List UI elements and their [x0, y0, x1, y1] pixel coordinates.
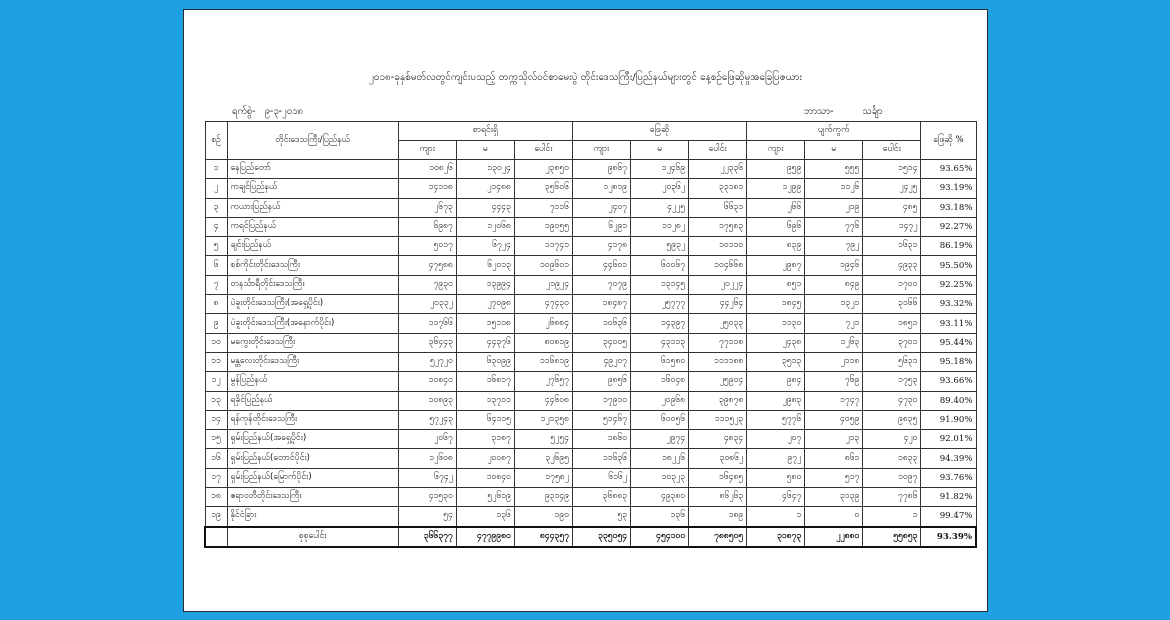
sat-female: ၅၉၃၂ — [631, 237, 689, 256]
sat-total: ၁၀၁၁၀ — [689, 237, 747, 256]
header-absent-total: ပေါင်း — [863, 141, 921, 160]
header-sat-male: ကျား — [572, 141, 630, 160]
sat-percent: 93.65% — [921, 160, 976, 179]
registered-total: ၁၁၇၄၁ — [514, 237, 572, 256]
absent-total: ၂၄၂၅ — [863, 179, 921, 198]
subject-line — [804, 105, 883, 119]
absent-male: ၅၈၀ — [747, 468, 805, 487]
absent-female: ၅၁၇ — [805, 468, 863, 487]
sat-total: ၂၀၂၂၄ — [689, 275, 747, 294]
table-row — [205, 488, 976, 507]
region-name: မန္တလေးတိုင်းဒေသကြီး — [227, 352, 398, 371]
sat-female: ၁၃၆ — [631, 507, 689, 527]
absent-female: ၁၇၄၇ — [805, 391, 863, 410]
row-number: ၉ — [205, 314, 227, 333]
registered-male: ၁၀၈၄၀ — [398, 372, 456, 391]
absent-male: ၁၂၉၉ — [747, 179, 805, 198]
row-number: ၆ — [205, 256, 227, 275]
sat-female: ၂၀၉၆၈ — [631, 391, 689, 410]
absent-female: ၁၁၂၆ — [805, 179, 863, 198]
table-row — [205, 468, 976, 487]
table-row — [205, 256, 976, 275]
registered-male: ၃၆၄၄၃ — [398, 333, 456, 352]
absent-female: ၁၂၆၃ — [805, 333, 863, 352]
registered-male: ၄၇၅၈၈ — [398, 256, 456, 275]
sat-male: ၅၁၄၆၇ — [572, 410, 630, 429]
document-page — [183, 9, 988, 612]
sat-male: ၄၉၂၀၇ — [572, 352, 630, 371]
total-row — [205, 527, 976, 547]
row-number: ၁၅ — [205, 430, 227, 449]
registered-female: ၆၃၀၉၉ — [456, 352, 514, 371]
sat-percent: 91.82% — [921, 488, 976, 507]
sat-percent: 93.18% — [921, 198, 976, 217]
absent-total: ၅၆၃၁ — [863, 352, 921, 371]
sat-male: ၄၄၆၀၁ — [572, 256, 630, 275]
registered-male: ၂၆၇၃ — [398, 198, 456, 217]
registered-male: ၅၀၁၇ — [398, 237, 456, 256]
document-title: ၂၀၁၈-ခုနှစ်မတ်လတွင်ကျင်းပသည့် တက္ကသိုလ်ဝင်စာမေးပွဲ တိုင်းဒေသကြီး/ပြည်နယ်များတွင် နေ့စဉ်ဖြေဆိုမှုအခြေပြဇယား — [368, 72, 803, 83]
absent-total: ၁၇၅၃ — [863, 372, 921, 391]
table-row — [205, 430, 976, 449]
absent-total: ၄၉၃၃ — [863, 256, 921, 275]
absent-male: ၅၇၇၆ — [747, 410, 805, 429]
sat-percent: 93.76% — [921, 468, 976, 487]
registered-male: ၄၁၅၃၀ — [398, 488, 456, 507]
registered-female: ၂၁၄၈၈ — [456, 179, 514, 198]
header-registered-total: ပေါင်း — [514, 141, 572, 160]
table-row — [205, 507, 976, 527]
absent-total: ၄၈၅ — [863, 198, 921, 217]
header-absent-female: မ — [805, 141, 863, 160]
registered-male: ၆၉၈၇ — [398, 217, 456, 236]
row-number: ၁၆ — [205, 449, 227, 468]
absent-male: ၁ — [747, 507, 805, 527]
row-number: ၁ — [205, 160, 227, 179]
absent-total: ၁၄၇၂ — [863, 217, 921, 236]
registered-female: ၁၂၀၆၈ — [456, 217, 514, 236]
absent-male: ၄၆၄၇ — [747, 488, 805, 507]
sat-male: ၁၀၆၃၆ — [572, 314, 630, 333]
region-name: ဧရာဝတီတိုင်းဒေသကြီး — [227, 488, 398, 507]
row-number: ၁၇ — [205, 468, 227, 487]
sat-total: ၁၁၁၁၈၈ — [689, 352, 747, 371]
absent-total: ၁၈၅၁ — [863, 314, 921, 333]
registered-male: ၁၂၆၀၈ — [398, 449, 456, 468]
absent-male: ၃၅၁၃ — [747, 352, 805, 371]
absent-male: ၉၈၄ — [747, 372, 805, 391]
sat-total: ၆၆၃၁ — [689, 198, 747, 217]
total-sat-male: ၃၃၅၀၅၄ — [572, 527, 630, 547]
absent-male: ၂၆၆ — [747, 198, 805, 217]
absent-male: ၉၇၂ — [747, 449, 805, 468]
sat-percent: 93.66% — [921, 372, 976, 391]
absent-male: ၈၃၉ — [747, 237, 805, 256]
registered-total: ၄၇၄၃၀ — [514, 295, 572, 314]
absent-female: ၂၁၉ — [805, 198, 863, 217]
absent-total: ၁ — [863, 507, 921, 527]
sat-female: ၁၁၂၈၂ — [631, 217, 689, 236]
region-name: နိုင်ငံခြား — [227, 507, 398, 527]
total-registered-total: ၈၄၄၃၅၇ — [514, 527, 572, 547]
table-row — [205, 275, 976, 294]
region-name: ရန်ကုန်တိုင်းဒေသကြီး — [227, 410, 398, 429]
sat-total: ၁၆၄၈၅ — [689, 468, 747, 487]
registered-female: ၁၃၀၂၄ — [456, 160, 514, 179]
sat-percent: 99.47% — [921, 507, 976, 527]
sat-total: ၄၈၃၄ — [689, 430, 747, 449]
sat-female: ၂၅၇၇၇ — [631, 295, 689, 314]
region-name: ရှမ်းပြည်နယ်(တောင်ပိုင်း) — [227, 449, 398, 468]
header-registered-female: မ — [456, 141, 514, 160]
row-number: ၃ — [205, 198, 227, 217]
registered-female: ၁၆၈၁၇ — [456, 372, 514, 391]
sat-total: ၃၉၈၇၈ — [689, 391, 747, 410]
absent-male: ၂၉၈၇ — [747, 256, 805, 275]
absent-female: ၄၀၅၉ — [805, 410, 863, 429]
registered-male: ၁၀၈၂၆ — [398, 160, 456, 179]
sat-male: ၂၄၀၇ — [572, 198, 630, 217]
registered-female: ၆၇၂၄ — [456, 237, 514, 256]
registered-total: ၁၉၀၅၅ — [514, 217, 572, 236]
sat-female: ၁၃၁၄၅ — [631, 275, 689, 294]
total-number-cell — [205, 527, 227, 547]
region-name: ကချင်ပြည်နယ် — [227, 179, 398, 198]
region-name: ရှမ်းပြည်နယ်(မြောက်ပိုင်း) — [227, 468, 398, 487]
header-no: စဉ် — [205, 122, 227, 160]
header-absent-male: ကျား — [747, 141, 805, 160]
row-number: ၁၀ — [205, 333, 227, 352]
registered-total: ၁၇၅၈၂ — [514, 468, 572, 487]
registered-total: ၃၅၆၀၆ — [514, 179, 572, 198]
table-row — [205, 217, 976, 236]
sat-percent: 86.19% — [921, 237, 976, 256]
absent-male: ၉၅၉ — [747, 160, 805, 179]
total-absent-total: ၅၅၈၅၃ — [863, 527, 921, 547]
registered-total: ၁၀၉၆၀၁ — [514, 256, 572, 275]
sat-percent: 94.39% — [921, 449, 976, 468]
absent-male: ၂၉၈၃ — [747, 391, 805, 410]
absent-male: ၂၄၃၈ — [747, 333, 805, 352]
sat-male: ၃၄၀၀၅ — [572, 333, 630, 352]
sat-total: ၁၀၄၆၆၈ — [689, 256, 747, 275]
table-row — [205, 160, 976, 179]
table-row — [205, 179, 976, 198]
region-name: ပဲခူးတိုင်းဒေသကြီး(အနောက်ပိုင်း) — [227, 314, 398, 333]
header-region: တိုင်းဒေသကြီး/ပြည်နယ် — [227, 122, 398, 160]
registered-total: ၇၁၁၆ — [514, 198, 572, 217]
total-absent-female: ၂၂၈၈၀ — [805, 527, 863, 547]
registered-male: ၅၄ — [398, 507, 456, 527]
registered-total: ၃၂၆၉၅ — [514, 449, 572, 468]
row-number: ၈ — [205, 295, 227, 314]
sat-total: ၃၀၈၆၂ — [689, 449, 747, 468]
table-row — [205, 198, 976, 217]
registered-total: ၉၃၁၄၉ — [514, 488, 572, 507]
registered-male: ၆၇၄၂ — [398, 468, 456, 487]
row-number: ၄ — [205, 217, 227, 236]
registered-total: ၁၁၆၈၁၉ — [514, 352, 572, 371]
registered-female: ၂၀၀၈၇ — [456, 449, 514, 468]
sat-female: ၂၉၇၄ — [631, 430, 689, 449]
registered-male: ၅၇၂၄၃ — [398, 410, 456, 429]
absent-total: ၄၇၃၀ — [863, 391, 921, 410]
registered-total: ၅၂၅၄ — [514, 430, 572, 449]
absent-female: ၅၅၅ — [805, 160, 863, 179]
registered-female: ၃၁၈၇ — [456, 430, 514, 449]
region-name: နေပြည်တော် — [227, 160, 398, 179]
region-name: ကယားပြည်နယ် — [227, 198, 398, 217]
row-number: ၁၉ — [205, 507, 227, 527]
sat-percent: 93.32% — [921, 295, 976, 314]
table-row — [205, 410, 976, 429]
total-absent-male: ၃၁၈၇၃ — [747, 527, 805, 547]
registered-total: ၈၀၈၁၉ — [514, 333, 572, 352]
total-sat-total: ၇၈၈၅၀၅ — [689, 527, 747, 547]
region-name: မွန်ပြည်နယ် — [227, 372, 398, 391]
row-number: ၂ — [205, 179, 227, 198]
absent-female: ၇၂၁ — [805, 314, 863, 333]
absent-female: ၂၁၁၈ — [805, 352, 863, 371]
registered-female: ၁၃၉၉၄ — [456, 275, 514, 294]
header-percent: ဖြေဆို % — [921, 122, 976, 160]
absent-total: ၉၈၃၅ — [863, 410, 921, 429]
registered-male: ၂၀၆၇ — [398, 430, 456, 449]
absent-total: ၁၀၉၇ — [863, 468, 921, 487]
total-sat-female: ၄၅၄၁၀၀ — [631, 527, 689, 547]
sat-female: ၁၂၄၆၉ — [631, 160, 689, 179]
registered-female: ၆၂၀၁၃ — [456, 256, 514, 275]
sat-male: ၆၁၆၂ — [572, 468, 630, 487]
sat-female: ၆၀၀၆၇ — [631, 256, 689, 275]
registered-male: ၅၂၇၂၀ — [398, 352, 456, 371]
sat-total: ၂၂၃၃၆ — [689, 160, 747, 179]
sat-male: ၉၈၆၇ — [572, 160, 630, 179]
sat-male: ၁၈၆၀ — [572, 430, 630, 449]
sat-total: ၇၇၁၁၈ — [689, 333, 747, 352]
registered-total: ၂၁၉၂၄ — [514, 275, 572, 294]
sat-female: ၁၀၃၂၃ — [631, 468, 689, 487]
registered-male: ၁၁၇၆၆ — [398, 314, 456, 333]
region-name: ချင်းပြည်နယ် — [227, 237, 398, 256]
registered-male: ၁၄၁၁၈ — [398, 179, 456, 198]
registered-female: ၁၅၁၁၈ — [456, 314, 514, 333]
sat-total: ၁၈၉ — [689, 507, 747, 527]
registered-male: ၁၀၈၉၃ — [398, 391, 456, 410]
sat-male: ၉၈၅၆ — [572, 372, 630, 391]
subject-label: ဘာသာ- — [804, 106, 834, 117]
absent-female: ၃၁၃၉ — [805, 488, 863, 507]
row-number: ၁၂ — [205, 372, 227, 391]
registered-female: ၅၂၆၁၉ — [456, 488, 514, 507]
total-registered-male: ၃၆၆၃၇၇ — [398, 527, 456, 547]
total-label: စုစုပေါင်း — [227, 527, 398, 547]
registered-total: ၂၆၈၈၄ — [514, 314, 572, 333]
absent-total: ၁၅၁၄ — [863, 160, 921, 179]
registered-female: ၂၇၀၉၈ — [456, 295, 514, 314]
sat-male: ၁၁၆၃၆ — [572, 449, 630, 468]
sat-male: ၁၂၈၁၉ — [572, 179, 630, 198]
sat-total: ၃၃၁၈၁ — [689, 179, 747, 198]
table-row — [205, 391, 976, 410]
sat-percent: 91.90% — [921, 410, 976, 429]
absent-male: ၆၉၆ — [747, 217, 805, 236]
registered-female: ၄၄၃၇၆ — [456, 333, 514, 352]
registered-female: ၁၃၇၁၁ — [456, 391, 514, 410]
table-row — [205, 372, 976, 391]
sat-total: ၂၅၀၃၃ — [689, 314, 747, 333]
date-line — [232, 105, 303, 119]
table-row — [205, 449, 976, 468]
date-label: ရက်စွဲ- — [232, 106, 256, 117]
absent-female: ၈၄၉ — [805, 275, 863, 294]
row-number: ၅ — [205, 237, 227, 256]
sat-female: ၂၀၃၆၂ — [631, 179, 689, 198]
row-number: ၇ — [205, 275, 227, 294]
sat-total: ၂၅၉၀၄ — [689, 372, 747, 391]
sat-total: ၁၇၅၈၃ — [689, 217, 747, 236]
sat-total: ၁၁၁၅၂၃ — [689, 410, 747, 429]
row-number: ၁၃ — [205, 391, 227, 410]
region-name: တနင်္သာရီတိုင်းဒေသကြီး — [227, 275, 398, 294]
registered-total: ၁၉၀ — [514, 507, 572, 527]
sat-percent: 92.25% — [921, 275, 976, 294]
absent-female: ၀ — [805, 507, 863, 527]
row-number: ၁၄ — [205, 410, 227, 429]
sat-percent: 92.27% — [921, 217, 976, 236]
absent-female: ၁၉၄၆ — [805, 256, 863, 275]
absent-female: ၇၆၉ — [805, 372, 863, 391]
registered-female: ၆၄၁၁၅ — [456, 410, 514, 429]
sat-female: ၁၄၃၉၇ — [631, 314, 689, 333]
registered-female: ၁၃၆ — [456, 507, 514, 527]
registered-total: ၂၃၈၅၀ — [514, 160, 572, 179]
absent-female: ၁၃၂၁ — [805, 295, 863, 314]
table-row — [205, 333, 976, 352]
registered-total: ၂၇၆၅၇ — [514, 372, 572, 391]
absent-male: ၁၈၄၅ — [747, 295, 805, 314]
region-name: မကွေးတိုင်းဒေသကြီး — [227, 333, 398, 352]
sat-female: ၄၃၁၁၃ — [631, 333, 689, 352]
sat-percent: 95.18% — [921, 352, 976, 371]
region-name: ကရင်ပြည်နယ် — [227, 217, 398, 236]
sat-percent: 93.19% — [921, 179, 976, 198]
absent-total: ၁၆၃၁ — [863, 237, 921, 256]
sat-percent: 95.50% — [921, 256, 976, 275]
absent-female: ၂၁၃ — [805, 430, 863, 449]
registered-female: ၄၄၄၃ — [456, 198, 514, 217]
sat-female: ၄၂၂၅ — [631, 198, 689, 217]
date-value: ၉-၃-၂၀၁၈ — [264, 106, 303, 117]
region-name: စစ်ကိုင်းတိုင်းဒေသကြီး — [227, 256, 398, 275]
absent-total: ၇၇၈၆ — [863, 488, 921, 507]
registered-total: ၄၄၆၀၈ — [514, 391, 572, 410]
absent-total: ၃၇၀၁ — [863, 333, 921, 352]
sat-total: ၄၄၂၆၄ — [689, 295, 747, 314]
sat-female: ၄၉၃၈၀ — [631, 488, 689, 507]
registered-total: ၁၂၁၃၅၈ — [514, 410, 572, 429]
header-absent: ပျက်ကွက် — [747, 122, 921, 141]
header-sat-female: မ — [631, 141, 689, 160]
header-registered-male: ကျား — [398, 141, 456, 160]
absent-female: ၇၉၂ — [805, 237, 863, 256]
sat-percent: 95.44% — [921, 333, 976, 352]
table-row — [205, 352, 976, 371]
header-sat: ဖြေဆို — [572, 122, 746, 141]
absent-total: ၁၇၀၀ — [863, 275, 921, 294]
absent-female: ၈၆၁ — [805, 449, 863, 468]
table-body — [205, 160, 976, 547]
absent-total: ၄၂၀ — [863, 430, 921, 449]
sat-female: ၆၁၅၈၀ — [631, 352, 689, 371]
sat-male: ၁၇၉၁၀ — [572, 391, 630, 410]
total-registered-female: ၄၇၇၉၉၈၀ — [456, 527, 514, 547]
sat-male: ၆၂၉၁ — [572, 217, 630, 236]
sat-female: ၁၆၀၄၈ — [631, 372, 689, 391]
table-row — [205, 295, 976, 314]
table-row — [205, 314, 976, 333]
sat-female: ၆၀၀၅၆ — [631, 410, 689, 429]
sat-percent: 89.40% — [921, 391, 976, 410]
absent-male: ၂၀၇ — [747, 430, 805, 449]
sat-male: ၄၁၇၈ — [572, 237, 630, 256]
sat-male: ၅၃ — [572, 507, 630, 527]
sat-male: ၁၈၄၈၇ — [572, 295, 630, 314]
region-name: ရခိုင်ပြည်နယ် — [227, 391, 398, 410]
exam-attendance-table — [204, 121, 977, 548]
header-registered: စာရင်းရှိ — [398, 122, 572, 141]
row-number: ၁၁ — [205, 352, 227, 371]
row-number: ၁၈ — [205, 488, 227, 507]
header-sat-total: ပေါင်း — [689, 141, 747, 160]
sat-female: ၁၈၂၂၆ — [631, 449, 689, 468]
sat-percent: 92.01% — [921, 430, 976, 449]
registered-male: ၂၀၃၃၂ — [398, 295, 456, 314]
subject-value: သင်္ချာ — [862, 106, 883, 117]
absent-total: ၁၈၃၃ — [863, 449, 921, 468]
sat-male: ၃၆၈၈၃ — [572, 488, 630, 507]
absent-total: ၃၁၆၆ — [863, 295, 921, 314]
table-row — [205, 237, 976, 256]
registered-female: ၁၀၈၄၀ — [456, 468, 514, 487]
sat-percent: 93.11% — [921, 314, 976, 333]
absent-female: ၇၇၆ — [805, 217, 863, 236]
region-name: ပဲခူးတိုင်းဒေသကြီး(အရှေ့ပိုင်း) — [227, 295, 398, 314]
absent-male: ၁၁၃၀ — [747, 314, 805, 333]
region-name: ရှမ်းပြည်နယ်(အရှေ့ပိုင်း) — [227, 430, 398, 449]
absent-male: ၈၅၁ — [747, 275, 805, 294]
total-sat-percent: 93.39% — [921, 527, 976, 547]
sat-male: ၇၀၇၉ — [572, 275, 630, 294]
sat-total: ၈၆၂၆၃ — [689, 488, 747, 507]
registered-male: ၇၉၃၀ — [398, 275, 456, 294]
